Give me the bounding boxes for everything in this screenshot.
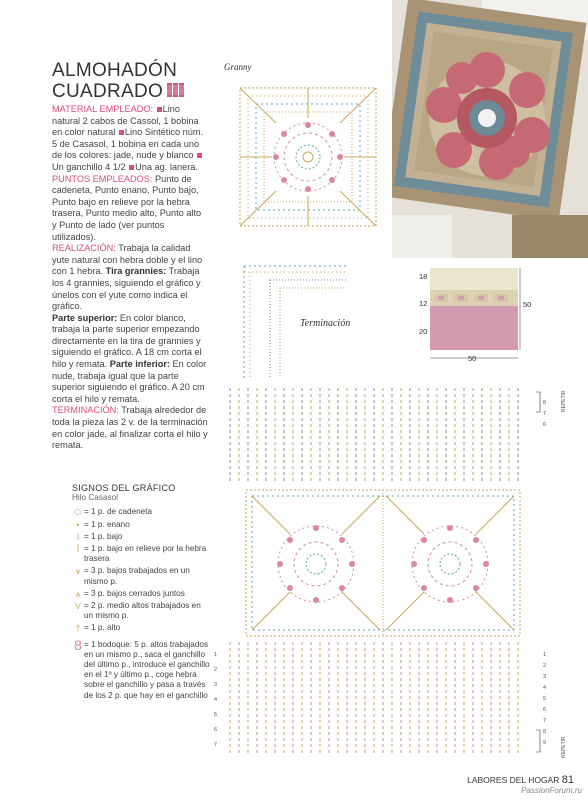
back-loop-symbol-icon: Ī — [76, 544, 80, 555]
legend-item: ⩛ = 3 p. bajos trabajados en un mismo p. — [72, 566, 212, 586]
legend-item: • = 1 p. enano — [72, 520, 212, 530]
watermark: PassionForum.ru — [521, 786, 582, 795]
legend-subtitle: Hilo Casasol — [72, 493, 118, 503]
row-numbers-right-top: 8 7 6 — [543, 400, 547, 428]
dim-width: 50 — [468, 354, 477, 363]
difficulty-spools-icon — [167, 81, 185, 102]
legend-title: SIGNOS DEL GRÁFICO — [72, 483, 176, 493]
material-label: MATERIAL EMPLEADO: — [52, 104, 154, 114]
bullet-icon — [119, 130, 124, 135]
slip-stitch-symbol-icon: • — [76, 519, 80, 530]
legend-item: Ī = 1 p. bajo en relieve por la hebra trasera — [72, 544, 212, 564]
hdc-symbol-icon: V — [74, 601, 81, 612]
magazine-name: LABORES DEL HOGAR — [467, 775, 560, 785]
row-numbers-right-bottom: 1 2 3 4 5 6 7 8 9 — [543, 652, 547, 746]
bullet-icon — [197, 153, 202, 158]
repetir-top: REPETIR — [561, 390, 567, 412]
realizacion-label: REALIZACIÓN: — [52, 243, 116, 254]
legend-item: V = 2 p. medio altos trabajados en un mismo p. — [72, 601, 212, 621]
single-crochet-symbol-icon: I — [76, 531, 80, 542]
repetir-bottom: REPETIR — [561, 736, 567, 758]
dim-mid: 12 — [419, 299, 428, 308]
dim-bottom: 20 — [419, 327, 428, 336]
title-line1: ALMOHADÓN — [52, 60, 178, 81]
legend-item: ⬭ = 1 p. de cadeneta — [72, 507, 212, 517]
terminacion-label: TERMINACIÓN: — [52, 405, 119, 416]
granny-chart — [232, 78, 384, 236]
legend-item: † = 1 p. alto — [72, 623, 212, 633]
legend-item: I = 1 p. bajo — [72, 532, 212, 542]
page-title — [52, 60, 185, 102]
bullet-icon — [157, 107, 162, 112]
pillow-schematic — [412, 264, 534, 364]
row-numbers-left-bottom: 1 2 3 4 5 6 7 — [214, 652, 218, 748]
puntos-label: PUNTOS EMPLEADOS: — [52, 173, 153, 184]
title-line2: CUADRADO — [52, 81, 164, 102]
legend-item: ⩚ = 3 p. bajos cerrados juntos — [72, 589, 212, 599]
chain-symbol-icon: ⬭ — [74, 507, 82, 518]
dim-height: 50 — [523, 300, 532, 309]
increase-symbol-icon: ⩛ — [75, 566, 81, 577]
instructions-text: MATERIAL EMPLEADO: Lino natural 2 cabos de Cassol, 1 bobina en color natural Lino Sintético núm. 5 de Casasol, 1 bobina en cada uno de los colores: jade, nude y blanco Un ganchillo 4 1/2 Una ag. lanera. PUNTOS EMPLEADOS: Punto de cadeneta, Punto enano, Punto bajo, Punto bajo en relieve por la hebra trasera, Punto medio alto, Punto alto y Punto de lado (ver puntos utilizados). REALIZACIÓN: Trabaja la calidad yute natural con hebra doble y el lino con 1 hebra. Tira grannies: Trabaja los 4 grannies, siguiendo el gráfico y únelos con el yute como indica el gráfico. Parte superior: En color blanco, trabaja la parte superior empezando directamente en la tira de grannies y siguiendo el gráfico. A 18 cm corta el hilo y remata. Parte inferior: En color nude, trabaja igual que la parte superior siguiendo el gráfico. A 20 cm corta el hilo y remata. TERMINACIÓN: Trabaja alrededor de toda la pieza las 2 v. de la terminación en color jade, al finalizar corta el hilo y remata. — [52, 104, 208, 451]
terminacion-label-text: Terminación — [300, 318, 351, 329]
dim-top: 18 — [419, 272, 428, 281]
legend-item: 8 = 1 bodoque: 5 p. altos trabajados en un mismo p., saca el ganchillo del último p., introduce el ganchillo en el 1º y último p., coge hebra sobre el ganchillo y pasa a través de los 2 p. que hay en el ganchillo — [72, 640, 212, 701]
main-chart — [220, 384, 548, 758]
bullet-icon — [129, 165, 134, 170]
granny-label: Granny — [224, 62, 252, 72]
granny-square-photo — [392, 0, 588, 258]
decrease-symbol-icon: ⩚ — [75, 588, 81, 599]
page-footer — [467, 774, 574, 786]
chart-legend — [72, 483, 212, 703]
bobble-symbol-icon: 8 — [74, 636, 82, 653]
page-number: 81 — [561, 774, 574, 786]
dc-symbol-icon: † — [75, 623, 81, 634]
